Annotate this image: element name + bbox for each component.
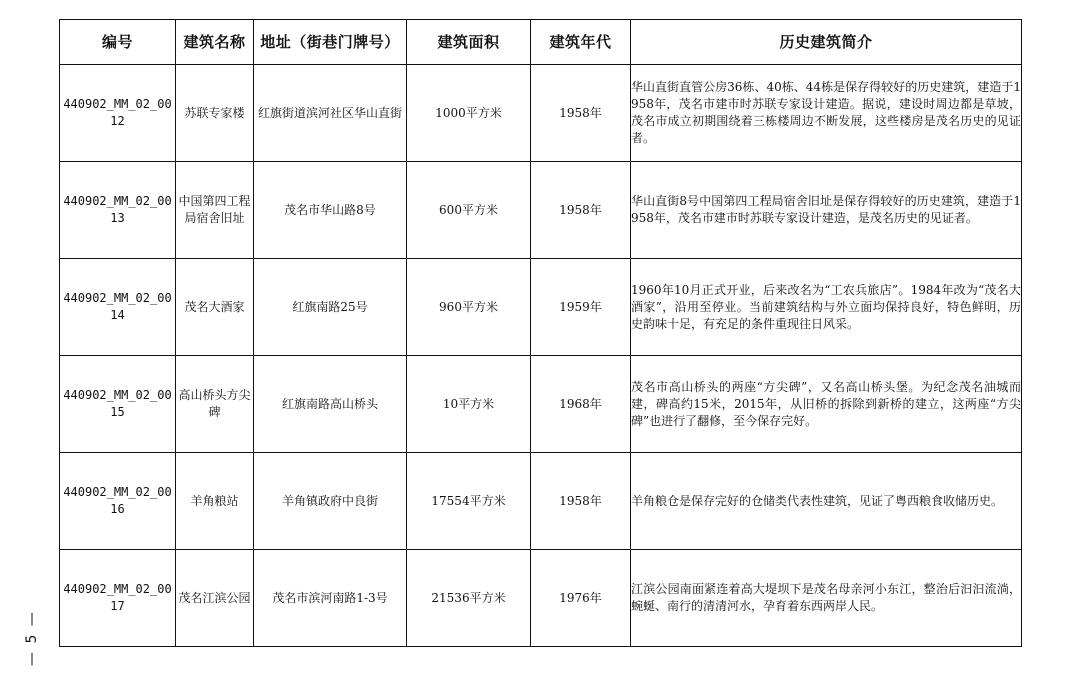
- cell-intro: 羊角粮仓是保存完好的仓储类代表性建筑，见证了粤西粮食收储历史。: [631, 453, 1022, 550]
- cell-id: 440902_MM_02_0015: [60, 356, 176, 453]
- cell-name: 高山桥头方尖碑: [176, 356, 254, 453]
- cell-area: 960平方米: [407, 259, 531, 356]
- cell-intro: 华山直街8号中国第四工程局宿舍旧址是保存得较好的历史建筑，建造于1958年，茂名市建市时苏联专家设计建造，是茂名历史的见证者。: [631, 162, 1022, 259]
- cell-area: 10平方米: [407, 356, 531, 453]
- cell-id: 440902_MM_02_0013: [60, 162, 176, 259]
- cell-address: 红旗南路高山桥头: [254, 356, 407, 453]
- cell-era: 1958年: [531, 162, 631, 259]
- cell-era: 1976年: [531, 550, 631, 647]
- cell-name: 茂名大酒家: [176, 259, 254, 356]
- cell-id: 440902_MM_02_0016: [60, 453, 176, 550]
- cell-name: 中国第四工程局宿舍旧址: [176, 162, 254, 259]
- cell-address: 红旗南路25号: [254, 259, 407, 356]
- table-row: [60, 65, 1022, 162]
- cell-area: 1000平方米: [407, 65, 531, 162]
- cell-intro: 江滨公园南面紧连着高大堤坝下是茂名母亲河小东江，整治后汩汩流淌，蜿蜒、南行的清清河水，孕育着东西两岸人民。: [631, 550, 1022, 647]
- table-row: [60, 453, 1022, 550]
- table-row: [60, 259, 1022, 356]
- cell-name: 苏联专家楼: [176, 65, 254, 162]
- header-id: 编号: [60, 20, 176, 65]
- cell-era: 1958年: [531, 65, 631, 162]
- cell-intro: 茂名市高山桥头的两座“方尖碑”，又名高山桥头堡。为纪念茂名油城而建，碑高约15米，2015年，从旧桥的拆除到新桥的建立，这两座“方尖碑”也进行了翻修，至今保存完好。: [631, 356, 1022, 453]
- header-intro: 历史建筑简介: [631, 20, 1022, 65]
- header-address: 地址（街巷门牌号）: [254, 20, 407, 65]
- cell-era: 1958年: [531, 453, 631, 550]
- cell-id: 440902_MM_02_0014: [60, 259, 176, 356]
- header-row: [60, 20, 1022, 65]
- cell-intro: 1960年10月正式开业，后来改名为“工农兵旅店”。1984年改为“茂名大酒家”，沿用至停业。当前建筑结构与外立面均保持良好，特色鲜明，历史韵味十足，有充足的条件重现往日风采。: [631, 259, 1022, 356]
- cell-intro: 华山直街直管公房36栋、40栋、44栋是保存得较好的历史建筑，建造于1958年，茂名市建市时苏联专家设计建造。据说，建设时周边都是草坡，茂名市成立初期围绕着三栋楼周边不断发展，这些楼房是茂名历史的见证者。: [631, 65, 1022, 162]
- cell-address: 茂名市华山路8号: [254, 162, 407, 259]
- header-area: 建筑面积: [407, 20, 531, 65]
- cell-address: 红旗街道滨河社区华山直街: [254, 65, 407, 162]
- cell-id: 440902_MM_02_0012: [60, 65, 176, 162]
- cell-era: 1959年: [531, 259, 631, 356]
- table-header: [60, 20, 1022, 65]
- table-row: [60, 356, 1022, 453]
- cell-name: 茂名江滨公园: [176, 550, 254, 647]
- table-body: [60, 65, 1022, 647]
- table-row: [60, 162, 1022, 259]
- page-number: — 5 —: [24, 610, 40, 666]
- header-era: 建筑年代: [531, 20, 631, 65]
- cell-area: 600平方米: [407, 162, 531, 259]
- cell-address: 茂名市滨河南路1-3号: [254, 550, 407, 647]
- cell-area: 21536平方米: [407, 550, 531, 647]
- table-row: [60, 550, 1022, 647]
- cell-area: 17554平方米: [407, 453, 531, 550]
- cell-id: 440902_MM_02_0017: [60, 550, 176, 647]
- historic-buildings-table: [59, 19, 1022, 647]
- cell-address: 羊角镇政府中良街: [254, 453, 407, 550]
- cell-era: 1968年: [531, 356, 631, 453]
- header-name: 建筑名称: [176, 20, 254, 65]
- cell-name: 羊角粮站: [176, 453, 254, 550]
